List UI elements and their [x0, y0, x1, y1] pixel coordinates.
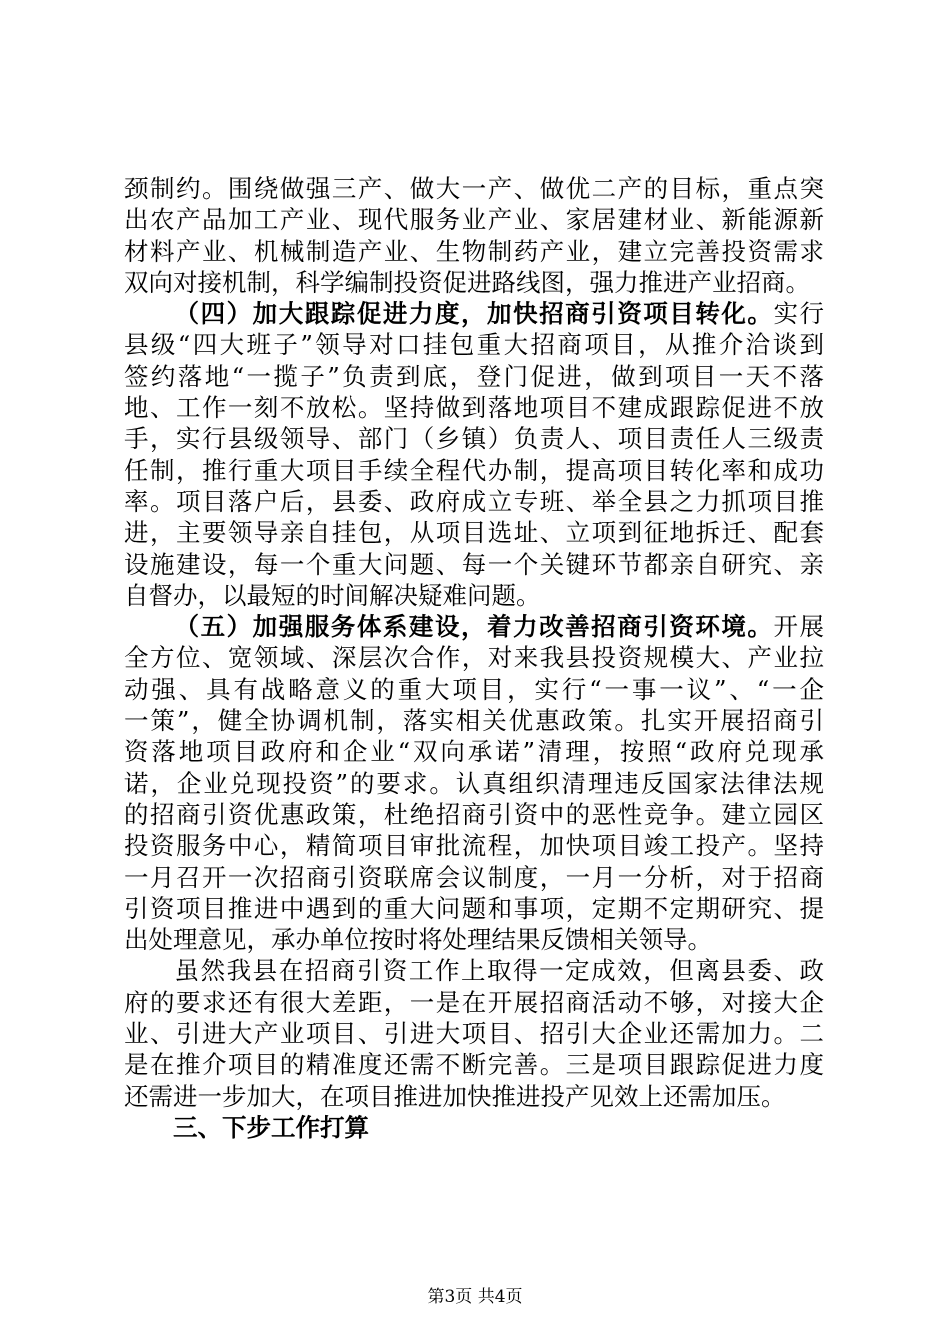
- text-line: 自督办，以最短的时间解决疑难问题。: [124, 580, 541, 610]
- text-line: 县级“四大班子”领导对口挂包重大招商项目，从推介洽谈到: [124, 330, 824, 360]
- text-line: 全方位、宽领域、深层次合作，对来我县投资规模大、产业拉: [124, 643, 824, 673]
- text-line: 任制，推行重大项目手续全程代办制，提高项目转化率和成功: [124, 455, 824, 485]
- text-line: 手，实行县级领导、部门（乡镇）负责人、项目责任人三级责: [124, 424, 824, 454]
- text-line: 一策”，健全协调机制，落实相关优惠政策。扎实开展招商引: [124, 706, 824, 736]
- text-line: 投资服务中心，精简项目审批流程，加快项目竣工投产。坚持: [124, 831, 824, 861]
- text-line: 双向对接机制，科学编制投资促进路线图，强力推进产业招商。: [124, 267, 810, 297]
- text-line: 的招商引资优惠政策，杜绝招商引资中的恶性竞争。建立园区: [124, 799, 824, 829]
- section-heading-line: [124, 1112, 824, 1143]
- text-line: 府的要求还有很大差距，一是在开展招商活动不够，对接大企: [124, 987, 824, 1017]
- text-line: 颈制约。围绕做强三产、做大一产、做优二产的目标，重点突: [124, 174, 824, 203]
- text-line: 是在推介项目的精准度还需不断完善。三是项目跟踪促进力度: [124, 1050, 824, 1080]
- text-line: 签约落地“一揽子”负责到底，登门促进，做到项目一天不落: [124, 361, 824, 391]
- text-line: 业、引进大产业项目、引进大项目、招引大企业还需加力。二: [124, 1019, 824, 1049]
- text-line: 引资项目推进中遇到的重大问题和事项，定期不定期研究、提: [124, 893, 824, 923]
- text-line: 一月召开一次招商引资联席会议制度，一月一分析，对于招商: [124, 862, 824, 892]
- section-heading: （五）加强服务体系建设，着力改善招商引资环境。: [173, 612, 774, 642]
- section-heading: （四）加大跟踪促进力度，加快招商引资项目转化。: [173, 299, 774, 329]
- page-footer: 第3页 共4页: [427, 1287, 523, 1307]
- text-line: 地、工作一刻不放松。坚持做到落地项目不建成跟踪促进不放: [124, 393, 824, 423]
- document-body: [124, 173, 824, 1143]
- text-line: 出处理意见，承办单位按时将处理结果反馈相关领导。: [124, 925, 712, 955]
- text-line: 设施建设，每一个重大问题、每一个关键环节都亲自研究、亲: [124, 549, 824, 579]
- text-line: 出农产品加工产业、现代服务业产业、家居建材业、新能源新: [124, 205, 824, 235]
- text-line: 材料产业、机械制造产业、生物制药产业，建立完善投资需求: [124, 236, 824, 266]
- text-line: 率。项目落户后，县委、政府成立专班、举全县之力抓项目推: [124, 486, 824, 516]
- section-heading: 三、下步工作打算: [173, 1112, 369, 1142]
- text-line: 还需进一步加大，在项目推进加快推进投产见效上还需加压。: [124, 1081, 786, 1111]
- section-heading-line: （五）加强服务体系建设，着力改善招商引资环境。开展: [173, 612, 824, 642]
- text-line: 进，主要领导亲自挂包，从项目选址、立项到征地拆迁、配套: [124, 518, 824, 548]
- text-line: 资落地项目政府和企业“双向承诺”清理，按照“政府兑现承: [124, 737, 824, 767]
- text-line: 虽然我县在招商引资工作上取得一定成效，但离县委、政: [173, 956, 824, 986]
- text-line: 诺，企业兑现投资”的要求。认真组织清理违反国家法律法规: [124, 768, 824, 798]
- section-heading-line: （四）加大跟踪促进力度，加快招商引资项目转化。实行: [173, 299, 824, 329]
- text-line: 动强、具有战略意义的重大项目，实行“一事一议”、“一企: [124, 674, 824, 704]
